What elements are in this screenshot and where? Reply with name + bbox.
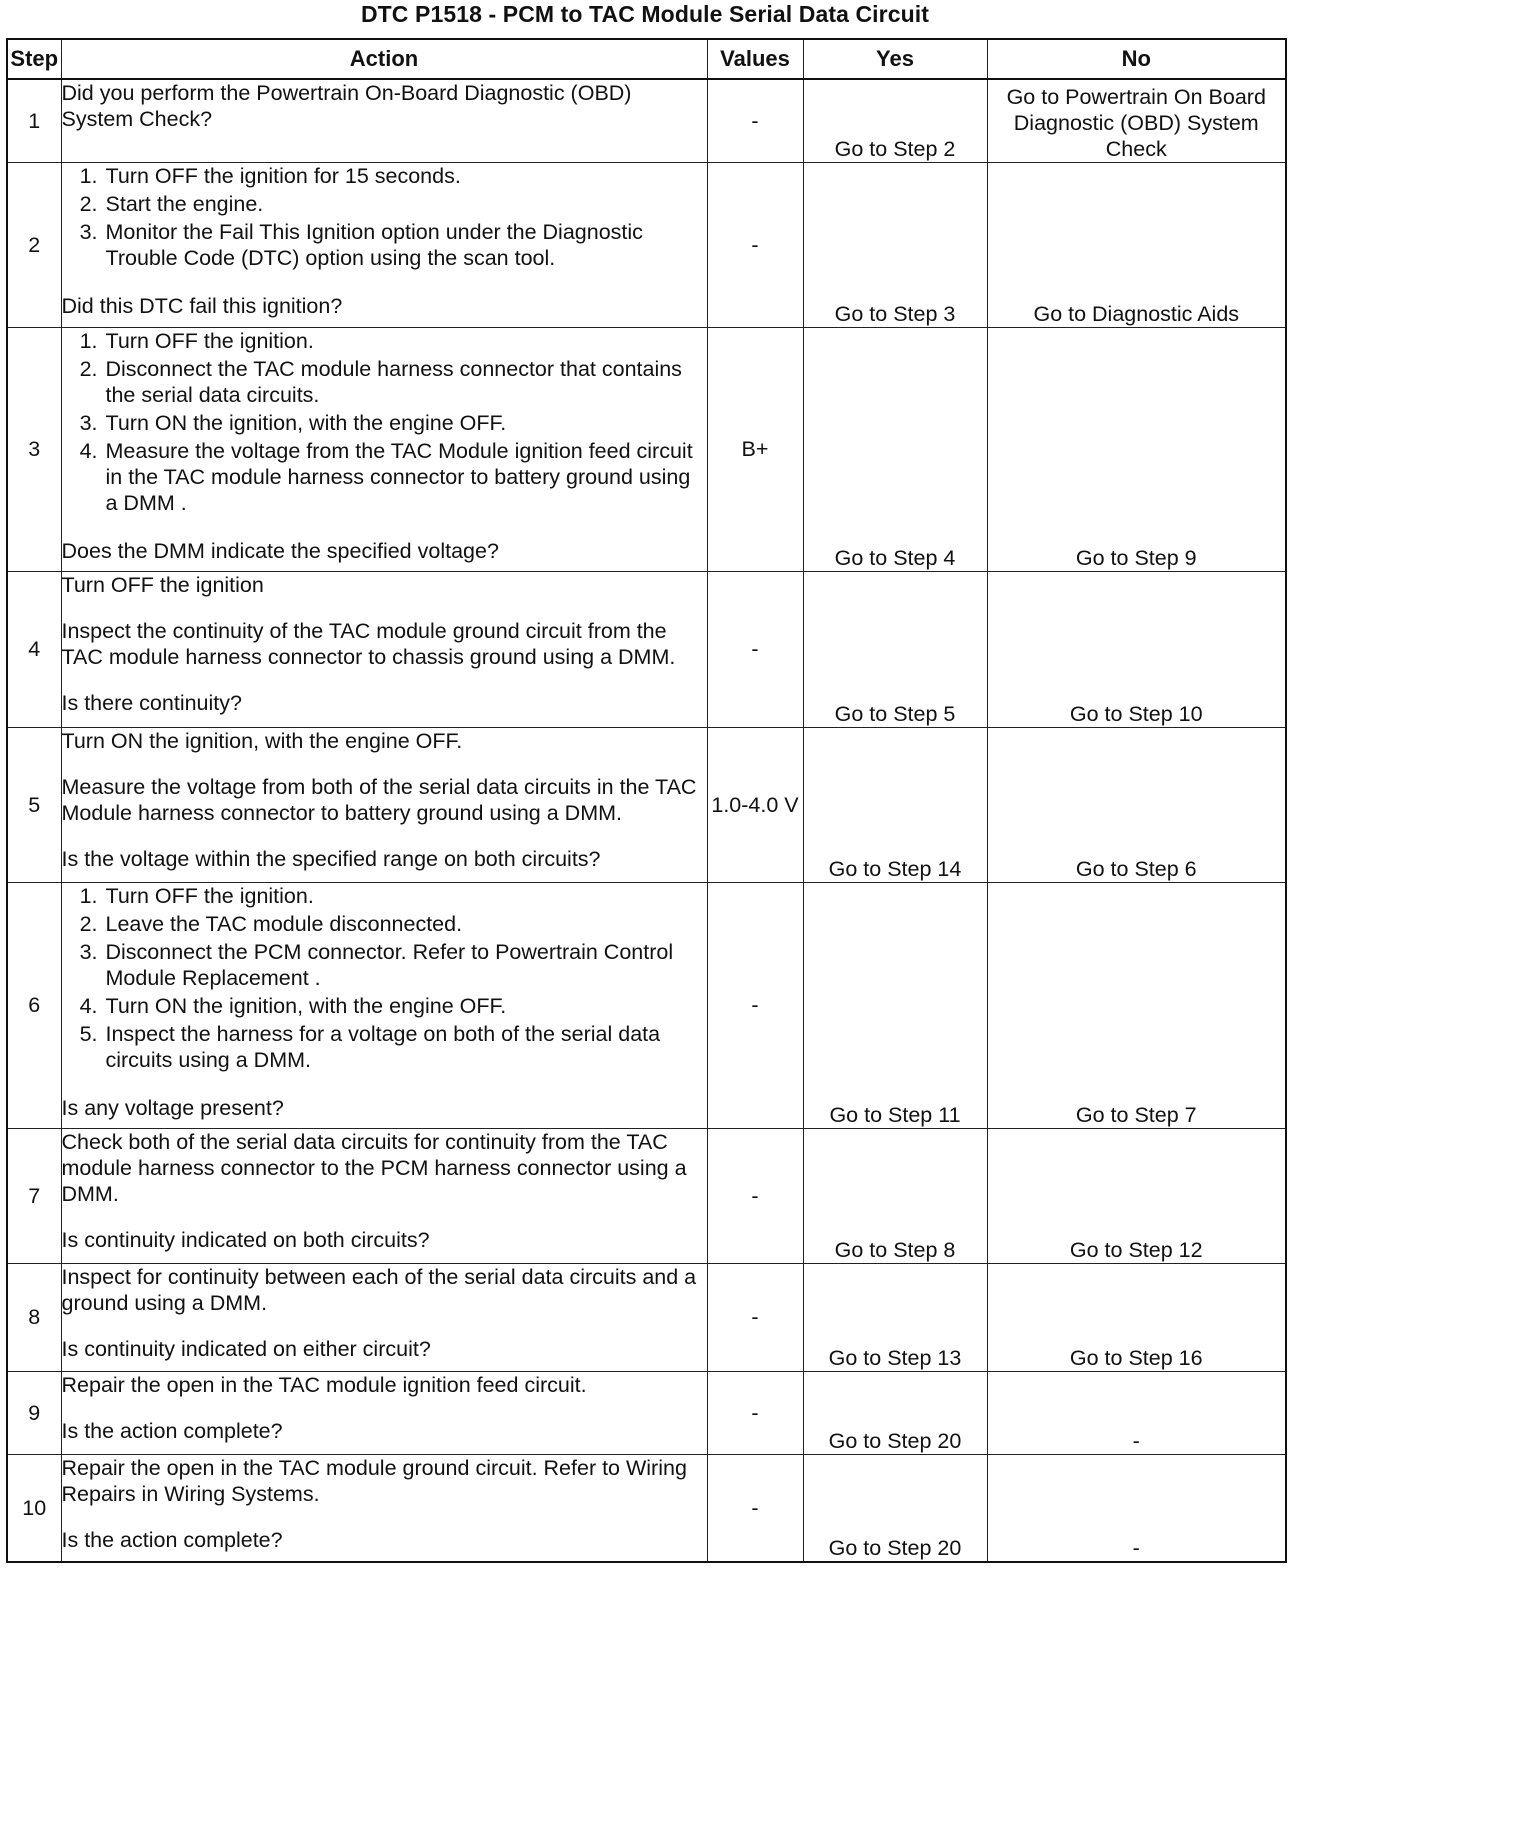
action-text: Turn OFF the ignition	[61, 572, 264, 597]
step-number: 10	[7, 1454, 61, 1562]
values-cell: -	[707, 79, 803, 162]
values-cell: -	[707, 1454, 803, 1562]
action-question: Is there continuity?	[61, 690, 242, 715]
step-number: 7	[7, 1128, 61, 1263]
no-cell: -	[987, 1454, 1286, 1562]
step-number: 6	[7, 882, 61, 1128]
action-list	[62, 883, 707, 1073]
action-list-item: 3. Turn ON the ignition, with the engine OFF.	[104, 410, 707, 436]
action-cell	[61, 1454, 707, 1562]
table-row	[7, 1263, 1286, 1371]
yes-cell: Go to Step 14	[803, 727, 987, 882]
yes-cell: Go to Step 8	[803, 1128, 987, 1263]
action-text: Measure the voltage from both of the serial data circuits in the TAC Module harness connector to battery ground using a DMM.	[61, 774, 697, 825]
action-list-item: 1. Turn OFF the ignition.	[104, 883, 707, 909]
header-yes: Yes	[803, 39, 987, 79]
values-cell: -	[707, 1263, 803, 1371]
action-question: Did this DTC fail this ignition?	[61, 293, 343, 318]
values-cell: B+	[707, 327, 803, 571]
no-cell: Go to Step 9	[987, 327, 1286, 571]
header-action: Action	[61, 39, 707, 79]
no-cell: Go to Step 10	[987, 571, 1286, 727]
action-question: Is any voltage present?	[61, 1095, 284, 1120]
action-question: Is continuity indicated on both circuits?	[61, 1227, 430, 1252]
page-title: DTC P1518 - PCM to TAC Module Serial Data Circuit	[360, 1, 930, 27]
no-cell: Go to Step 16	[987, 1263, 1286, 1371]
action-list-item: 3. Monitor the Fail This Ignition option under the Diagnostic Trouble Code (DTC) option using the scan tool.	[104, 219, 707, 271]
action-cell	[61, 1128, 707, 1263]
step-number: 9	[7, 1371, 61, 1454]
action-text: Repair the open in the TAC module ground circuit. Refer to Wiring Repairs in Wiring Systems.	[61, 1455, 687, 1506]
yes-cell: Go to Step 13	[803, 1263, 987, 1371]
values-cell: 1.0-4.0 V	[707, 727, 803, 882]
action-cell	[61, 882, 707, 1128]
step-number: 5	[7, 727, 61, 882]
action-list-item: 3. Disconnect the PCM connector. Refer to Powertrain Control Module Replacement .	[104, 939, 707, 991]
yes-cell: Go to Step 3	[803, 162, 987, 327]
table-row	[7, 1371, 1286, 1454]
values-cell: -	[707, 1128, 803, 1263]
action-list-item: 2. Disconnect the TAC module harness connector that contains the serial data circuits.	[104, 356, 707, 408]
values-cell: -	[707, 162, 803, 327]
action-text: Check both of the serial data circuits for continuity from the TAC module harness connector to the PCM harness connector using a DMM.	[61, 1129, 687, 1206]
table-row	[7, 727, 1286, 882]
yes-cell: Go to Step 11	[803, 882, 987, 1128]
action-text: Inspect for continuity between each of the serial data circuits and a ground using a DMM.	[61, 1264, 697, 1315]
action-question: Is the action complete?	[61, 1418, 283, 1443]
values-cell: -	[707, 571, 803, 727]
action-cell	[61, 79, 707, 162]
action-list	[62, 328, 707, 516]
step-number: 2	[7, 162, 61, 327]
action-list-item: 4. Turn ON the ignition, with the engine OFF.	[104, 993, 707, 1019]
table-row	[7, 1128, 1286, 1263]
no-cell: Go to Step 7	[987, 882, 1286, 1128]
action-list-item: 2. Start the engine.	[104, 191, 707, 217]
step-number: 3	[7, 327, 61, 571]
yes-cell: Go to Step 2	[803, 79, 987, 162]
action-list-item: 5. Inspect the harness for a voltage on both of the serial data circuits using a DMM.	[104, 1021, 707, 1073]
values-cell: -	[707, 1371, 803, 1454]
action-question: Is the action complete?	[61, 1527, 283, 1552]
action-text: Turn ON the ignition, with the engine OFF.	[61, 728, 463, 753]
action-list-item: 1. Turn OFF the ignition for 15 seconds.	[104, 163, 707, 189]
action-text: Repair the open in the TAC module ignition feed circuit.	[61, 1372, 587, 1397]
table-row	[7, 882, 1286, 1128]
step-number: 1	[7, 79, 61, 162]
yes-cell: Go to Step 20	[803, 1371, 987, 1454]
action-list-item: 2. Leave the TAC module disconnected.	[104, 911, 707, 937]
yes-cell: Go to Step 5	[803, 571, 987, 727]
header-row	[7, 39, 1286, 79]
no-cell: Go to Diagnostic Aids	[987, 162, 1286, 327]
table-row	[7, 79, 1286, 162]
yes-cell: Go to Step 20	[803, 1454, 987, 1562]
action-cell	[61, 1263, 707, 1371]
yes-cell: Go to Step 4	[803, 327, 987, 571]
action-cell	[61, 162, 707, 327]
table-row	[7, 327, 1286, 571]
header-no: No	[987, 39, 1286, 79]
no-cell: Go to Step 12	[987, 1128, 1286, 1263]
action-cell	[61, 327, 707, 571]
action-list-item: 1. Turn OFF the ignition.	[104, 328, 707, 354]
step-number: 8	[7, 1263, 61, 1371]
table-row	[7, 162, 1286, 327]
action-question: Is the voltage within the specified range on both circuits?	[61, 846, 601, 871]
no-cell: -	[987, 1371, 1286, 1454]
table-row	[7, 1454, 1286, 1562]
header-step: Step	[7, 39, 61, 79]
action-cell	[61, 571, 707, 727]
action-question: Is continuity indicated on either circuit?	[61, 1336, 431, 1361]
action-question: Does the DMM indicate the specified voltage?	[61, 538, 499, 563]
table-row	[7, 571, 1286, 727]
action-list	[62, 163, 707, 271]
header-values: Values	[707, 39, 803, 79]
no-cell: Go to Step 6	[987, 727, 1286, 882]
values-cell: -	[707, 882, 803, 1128]
diagnostic-table	[6, 38, 1287, 1563]
action-text: Did you perform the Powertrain On-Board Diagnostic (OBD) System Check?	[61, 81, 632, 131]
action-text: Inspect the continuity of the TAC module ground circuit from the TAC module harness connector to chassis ground using a DMM.	[61, 618, 676, 669]
action-cell	[61, 727, 707, 882]
step-number: 4	[7, 571, 61, 727]
action-cell	[61, 1371, 707, 1454]
action-list-item: 4. Measure the voltage from the TAC Module ignition feed circuit in the TAC module harness connector to battery ground using a DMM .	[104, 438, 707, 516]
no-cell: Go to Powertrain On Board Diagnostic (OBD) System Check	[987, 79, 1286, 162]
